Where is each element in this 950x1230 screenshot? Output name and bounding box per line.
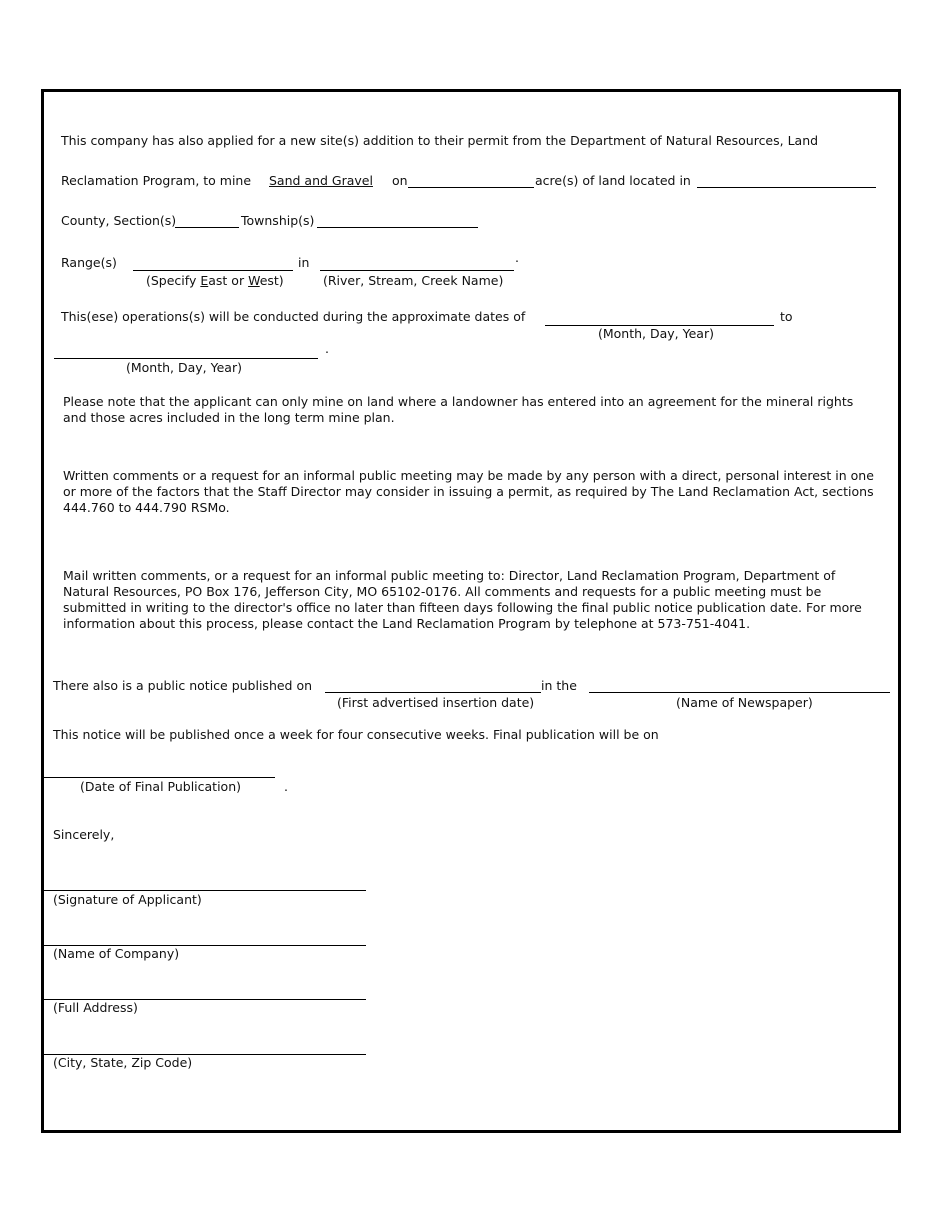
- public-notice-label: There also is a public notice published on: [53, 678, 313, 693]
- first-insertion-caption: (First advertised insertion date): [337, 695, 535, 710]
- range-field[interactable]: [133, 270, 293, 271]
- township-field[interactable]: [317, 227, 478, 228]
- end-date-field[interactable]: [54, 358, 318, 359]
- in-label: in: [298, 255, 310, 270]
- final-publication-period: .: [284, 779, 288, 794]
- please-note-paragraph: Please note that the applicant can only mine on land where a landowner has entered into an agreement for the mineral rights and those acres included in the long term mine plan.: [63, 394, 854, 425]
- full-address-caption: (Full Address): [53, 1000, 138, 1015]
- operations-label: This(ese) operations(s) will be conducted during the approximate dates of: [61, 309, 526, 324]
- published-weekly-text: This notice will be published once a week for four consecutive weeks. Final publication will be on: [53, 727, 659, 742]
- county-section-label: County, Section(s): [61, 213, 177, 228]
- mineral-value: Sand and Gravel: [269, 173, 373, 188]
- county-field[interactable]: [697, 187, 876, 188]
- acres-field[interactable]: [408, 187, 534, 188]
- acres-located-label: acre(s) of land located in: [535, 173, 691, 188]
- start-date-caption: (Month, Day, Year): [598, 326, 714, 341]
- newspaper-caption: (Name of Newspaper): [676, 695, 813, 710]
- to-label: to: [780, 309, 793, 324]
- signature-caption: (Signature of Applicant): [53, 892, 202, 907]
- range-label: Range(s): [61, 255, 117, 270]
- end-date-period: .: [325, 341, 329, 356]
- specify-east-west-caption: (Specify East or West): [146, 273, 284, 288]
- intro-text: This company has also applied for a new site(s) addition to their permit from the Department of Natural Resources, Land: [61, 133, 819, 148]
- in-the-label: in the: [541, 678, 577, 693]
- section-field[interactable]: [175, 227, 239, 228]
- company-name-caption: (Name of Company): [53, 946, 180, 961]
- first-insertion-date-field[interactable]: [325, 692, 541, 693]
- sincerely-text: Sincerely,: [53, 827, 115, 842]
- mail-comments-paragraph: Mail written comments, or a request for an informal public meeting to: Director, Land Reclamation Program, Department of Natural Resources, PO Box 176, Jefferson City, MO 65102-0176. All comments and requests for a public meeting must be submitted in writing to the director's office no later than fifteen days following the final public notice publication date. For more information about this process, please contact the Land Reclamation Program by telephone at 573-751-4041.: [63, 568, 862, 631]
- written-comments-paragraph: Written comments or a request for an informal public meeting may be made by any person with a direct, personal interest in one or more of the factors that the Staff Director may consider in issuing a permit, as required by The Land Reclamation Act, sections 444.760 to 444.790 RSMo.: [63, 468, 874, 515]
- program-to-mine-label: Reclamation Program, to mine: [61, 173, 252, 188]
- township-label: Township(s): [241, 213, 315, 228]
- final-publication-caption: (Date of Final Publication): [80, 779, 242, 794]
- range-period: .: [515, 250, 519, 265]
- final-publication-date-field[interactable]: [44, 777, 275, 778]
- end-date-caption: (Month, Day, Year): [126, 360, 242, 375]
- city-state-zip-caption: (City, State, Zip Code): [53, 1055, 193, 1070]
- river-caption: (River, Stream, Creek Name): [323, 273, 504, 288]
- signature-field[interactable]: [44, 890, 366, 891]
- on-label: on: [392, 173, 408, 188]
- newspaper-field[interactable]: [589, 692, 890, 693]
- river-field[interactable]: [320, 270, 514, 271]
